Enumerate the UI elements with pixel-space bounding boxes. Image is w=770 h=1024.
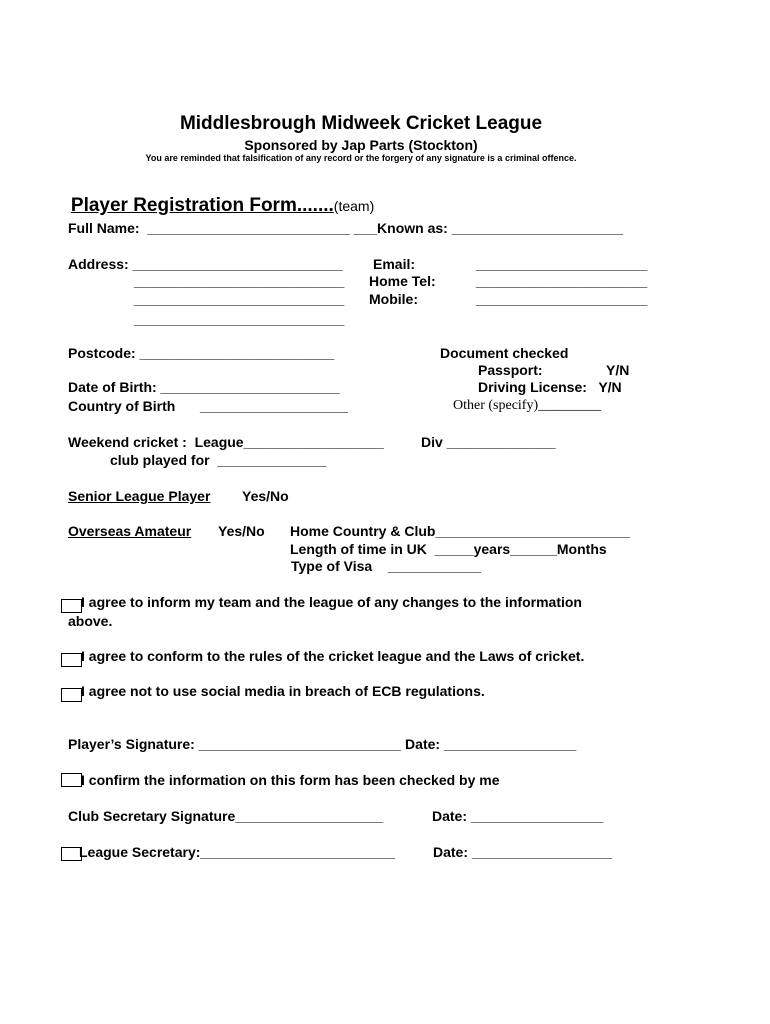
- home-country-club-field[interactable]: Home Country & Club_________________________: [290, 523, 631, 539]
- address-line-3[interactable]: ___________________________: [134, 291, 345, 307]
- address-line-2[interactable]: ___________________________: [134, 273, 345, 289]
- overseas-amateur-label: Overseas Amateur: [68, 523, 192, 539]
- address-line-4[interactable]: ___________________________: [134, 311, 345, 327]
- country-of-birth-label: Country of Birth: [68, 398, 176, 414]
- club-secretary-date-field[interactable]: Date: _________________: [432, 808, 604, 824]
- address-field[interactable]: Address: ___________________________: [68, 256, 343, 272]
- type-of-visa-field[interactable]: Type of Visa ____________: [291, 558, 482, 574]
- email-label: Email:: [373, 256, 416, 272]
- country-of-birth-field[interactable]: ___________________: [200, 398, 348, 414]
- league-title: Middlesbrough Midweek Cricket League: [179, 113, 543, 134]
- sponsor-line: Sponsored by Jap Parts (Stockton): [244, 137, 478, 153]
- home-tel-field[interactable]: ______________________: [476, 273, 648, 289]
- social-media-checkbox[interactable]: [61, 688, 82, 702]
- player-signature-field[interactable]: Player’s Signature: __________________________ Date: _________________: [68, 736, 577, 752]
- full-name-field[interactable]: Full Name: __________________________ ___Known as: ______________________: [68, 220, 623, 236]
- driving-license-field[interactable]: Driving License: Y/N: [478, 379, 622, 395]
- team-suffix: (team): [333, 198, 375, 214]
- club-played-for-field[interactable]: club played for ______________: [110, 452, 327, 468]
- document-checked-label: Document checked: [440, 345, 569, 361]
- postcode-field[interactable]: Postcode: _________________________: [68, 345, 335, 361]
- confirm-checkbox[interactable]: [61, 773, 82, 787]
- mobile-label: Mobile:: [369, 291, 418, 307]
- form-heading: [62, 177, 374, 217]
- overseas-yes-no[interactable]: Yes/No: [218, 523, 265, 539]
- falsification-notice: You are reminded that falsification of any record or the forgery of any signature is a criminal offence.: [145, 153, 577, 163]
- senior-league-yes-no[interactable]: Yes/No: [242, 488, 289, 504]
- other-document-field[interactable]: Other (specify)_________: [453, 398, 602, 413]
- league-secretary-date-field[interactable]: Date: __________________: [433, 844, 613, 860]
- conform-agreement-text: I agree to conform to the rules of the cricket league and the Laws of cricket.: [81, 648, 585, 664]
- confirm-text: I confirm the information on this form has been checked by me: [81, 772, 500, 788]
- date-of-birth-field[interactable]: Date of Birth: _______________________: [68, 379, 340, 395]
- passport-yn[interactable]: Y/N: [606, 362, 630, 378]
- social-media-agreement-text: I agree not to use social media in breach of ECB regulations.: [81, 683, 485, 699]
- inform-agreement-text-cont: above.: [68, 613, 113, 629]
- weekend-league-field[interactable]: Weekend cricket : League__________________: [68, 434, 384, 450]
- email-field[interactable]: ______________________: [476, 256, 648, 272]
- passport-label: Passport:: [478, 362, 543, 378]
- inform-checkbox[interactable]: [61, 599, 82, 613]
- inform-agreement-text: I agree to inform my team and the league of any changes to the information: [81, 594, 582, 610]
- league-secretary-field[interactable]: League Secretary:_________________________: [79, 844, 396, 860]
- mobile-field[interactable]: ______________________: [476, 291, 648, 307]
- home-tel-label: Home Tel:: [369, 273, 436, 289]
- form-title: Player Registration Form.......: [70, 195, 334, 216]
- club-secretary-signature-field[interactable]: Club Secretary Signature___________________: [68, 808, 384, 824]
- senior-league-player-label: Senior League Player: [68, 488, 211, 504]
- division-field[interactable]: Div ______________: [421, 434, 556, 450]
- length-of-time-field[interactable]: Length of time in UK _____years______Months: [290, 541, 607, 557]
- conform-checkbox[interactable]: [61, 653, 82, 667]
